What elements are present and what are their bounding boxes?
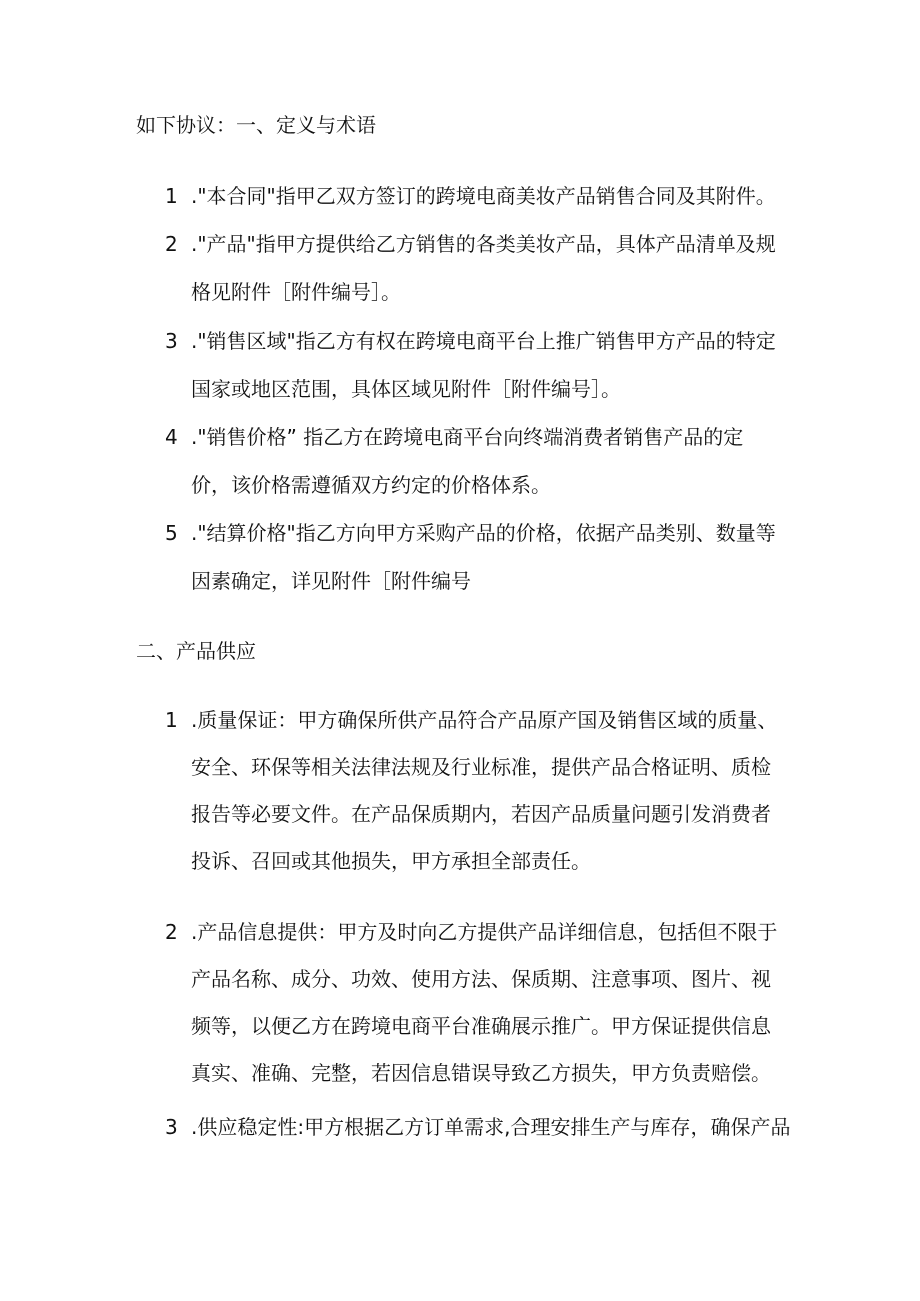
item-text: 国家或地区范围，具体区域见附件［附件编号］。 bbox=[191, 377, 621, 401]
item-number: 5 bbox=[165, 521, 178, 545]
list-item bbox=[165, 220, 805, 316]
item-text: 产品名称、成分、功效、使用方法、保质期、注意事项、图片、视 bbox=[191, 967, 771, 991]
item-text: 格见附件［附件编号］。 bbox=[191, 280, 401, 304]
item-text: ."本合同"指甲乙双方签订的跨境电商美妆产品销售合同及其附件。 bbox=[191, 184, 776, 208]
list-item bbox=[165, 697, 805, 885]
section-heading-definitions: 如下协议：一、定义与术语 bbox=[136, 113, 376, 137]
item-number: 1 bbox=[165, 708, 178, 732]
item-text: ."结算价格"指乙方向甲方采购产品的价格，依据产品类别、数量等 bbox=[191, 521, 776, 545]
item-text: .产品信息提供：甲方及时向乙方提供产品详细信息，包括但不限于 bbox=[191, 920, 778, 944]
list-item bbox=[165, 509, 805, 605]
item-text: 因素确定，详见附件［附件编号 bbox=[191, 569, 471, 593]
list-item bbox=[165, 413, 805, 509]
list-item bbox=[165, 1104, 805, 1151]
item-text: 报告等必要文件。在产品保质期内，若因产品质量问题引发消费者 bbox=[191, 802, 771, 826]
item-text: .供应稳定性:甲方根据乙方订单需求,合理安排生产与库存，确保产品 bbox=[191, 1115, 791, 1139]
list-item bbox=[165, 172, 805, 220]
item-number: 4 bbox=[165, 425, 178, 449]
list-item bbox=[165, 909, 805, 1097]
item-text: ."销售区域"指乙方有权在跨境电商平台上推广销售甲方产品的特定 bbox=[191, 329, 776, 353]
item-number: 1 bbox=[165, 184, 178, 208]
item-number: 2 bbox=[165, 920, 178, 944]
item-text: 投诉、召回或其他损失，甲方承担全部责任。 bbox=[191, 849, 591, 873]
item-number: 2 bbox=[165, 232, 178, 256]
item-text: 真实、准确、完整，若因信息错误导致乙方损失，甲方负责赔偿。 bbox=[191, 1061, 771, 1085]
item-text: ."销售价格” 指乙方在跨境电商平台向终端消费者销售产品的定 bbox=[191, 425, 744, 449]
item-number: 3 bbox=[165, 329, 178, 353]
item-text: .质量保证：甲方确保所供产品符合产品原产国及销售区域的质量、 bbox=[191, 708, 778, 732]
section-heading-product-supply: 二、产品供应 bbox=[136, 639, 256, 663]
item-text: 安全、环保等相关法律法规及行业标准，提供产品合格证明、质检 bbox=[191, 755, 771, 779]
list-item bbox=[165, 317, 805, 413]
item-text: 频等，以便乙方在跨境电商平台准确展示推广。甲方保证提供信息 bbox=[191, 1014, 771, 1038]
item-text: ."产品"指甲方提供给乙方销售的各类美妆产品，具体产品清单及规 bbox=[191, 232, 776, 256]
item-number: 3 bbox=[165, 1115, 178, 1139]
item-text: 价，该价格需遵循双方约定的价格体系。 bbox=[191, 473, 551, 497]
